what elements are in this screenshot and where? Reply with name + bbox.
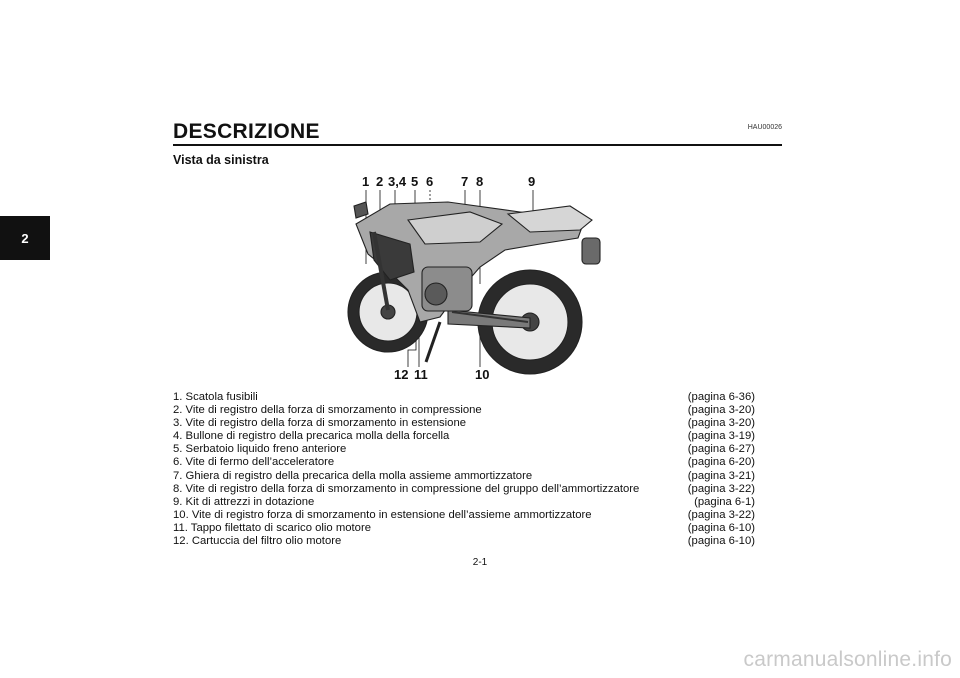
list-item [173,496,755,509]
document-code: HAU00026 [747,124,782,131]
callout-8: 8 [476,174,484,189]
parts-list [173,391,755,548]
part-page-ref: (pagina 6-36) [687,391,755,403]
list-item [173,535,755,548]
list-item [173,456,755,469]
part-label: 12. Cartuccia del filtro olio motore [173,535,342,548]
callout-12: 12 [394,367,409,382]
part-label: 11. Tappo filettato di scarico olio motore [173,521,372,534]
part-page-ref: (pagina 3-20) [687,417,755,430]
part-page-ref: (pagina 3-22) [687,482,755,495]
list-item [173,470,755,483]
part-page-ref: (pagina 3-20) [687,404,755,417]
part-label: 5. Serbatoio liquido freno anteriore [173,443,347,456]
part-page-ref: (pagina 3-21) [687,469,755,482]
part-page-ref: (pagina 6-1) [694,495,755,508]
motorcycle-figure [330,172,620,387]
callout-11: 11 [414,367,428,382]
part-label: 4. Bullone di registro della precarica molla della forcella [173,430,450,443]
callout-10: 10 [475,367,490,382]
part-page-ref: (pagina 3-19) [687,430,755,443]
part-page-ref: (pagina 6-10) [687,535,755,548]
list-item [173,391,755,404]
part-page-ref: (pagina 3-22) [687,508,755,521]
part-label: 9. Kit di attrezzi in dotazione [173,495,315,508]
chapter-tab-label: 2 [21,230,29,246]
list-item [173,404,755,417]
callout-2: 2 [376,174,384,189]
title-divider [173,144,782,146]
list-item [173,509,755,522]
part-label: 6. Vite di fermo dell’acceleratore [173,456,335,469]
section-subtitle: Vista da sinistra [173,153,269,167]
list-item [173,443,755,456]
motorcycle-body [348,202,600,374]
watermark[interactable]: carmanualsonline.info [743,648,952,671]
part-label: 1. Scatola fusibili [173,391,258,403]
list-item [173,417,755,430]
chapter-tab [0,216,50,260]
part-label: 7. Ghiera di registro della precarica della molla assieme ammortizzatore [173,469,533,482]
callout-3-4: 3,4 [388,174,407,189]
part-label: 10. Vite di registro forza di smorzamento in estensione dell’assieme ammortizzatore [173,508,592,521]
page-title: DESCRIZIONE [173,120,320,143]
callout-6: 6 [426,174,434,189]
part-page-ref: (pagina 6-27) [687,443,755,456]
list-item [173,430,755,443]
list-item [173,483,755,496]
part-page-ref: (pagina 6-20) [687,456,755,469]
part-label: 2. Vite di registro della forza di smorzamento in compressione [173,404,482,417]
list-item [173,522,755,535]
callout-1: 1 [362,174,370,189]
part-page-ref: (pagina 6-10) [687,521,755,534]
callout-9: 9 [528,174,536,189]
callout-5: 5 [411,174,419,189]
part-label: 3. Vite di registro della forza di smorzamento in estensione [173,417,467,430]
callout-7: 7 [461,174,469,189]
page-number: 2-1 [472,557,488,568]
part-label: 8. Vite di registro della forza di smorzamento in compressione del gruppo dell’ammortizzatore [173,482,640,495]
motorcycle-illustration [330,172,620,387]
